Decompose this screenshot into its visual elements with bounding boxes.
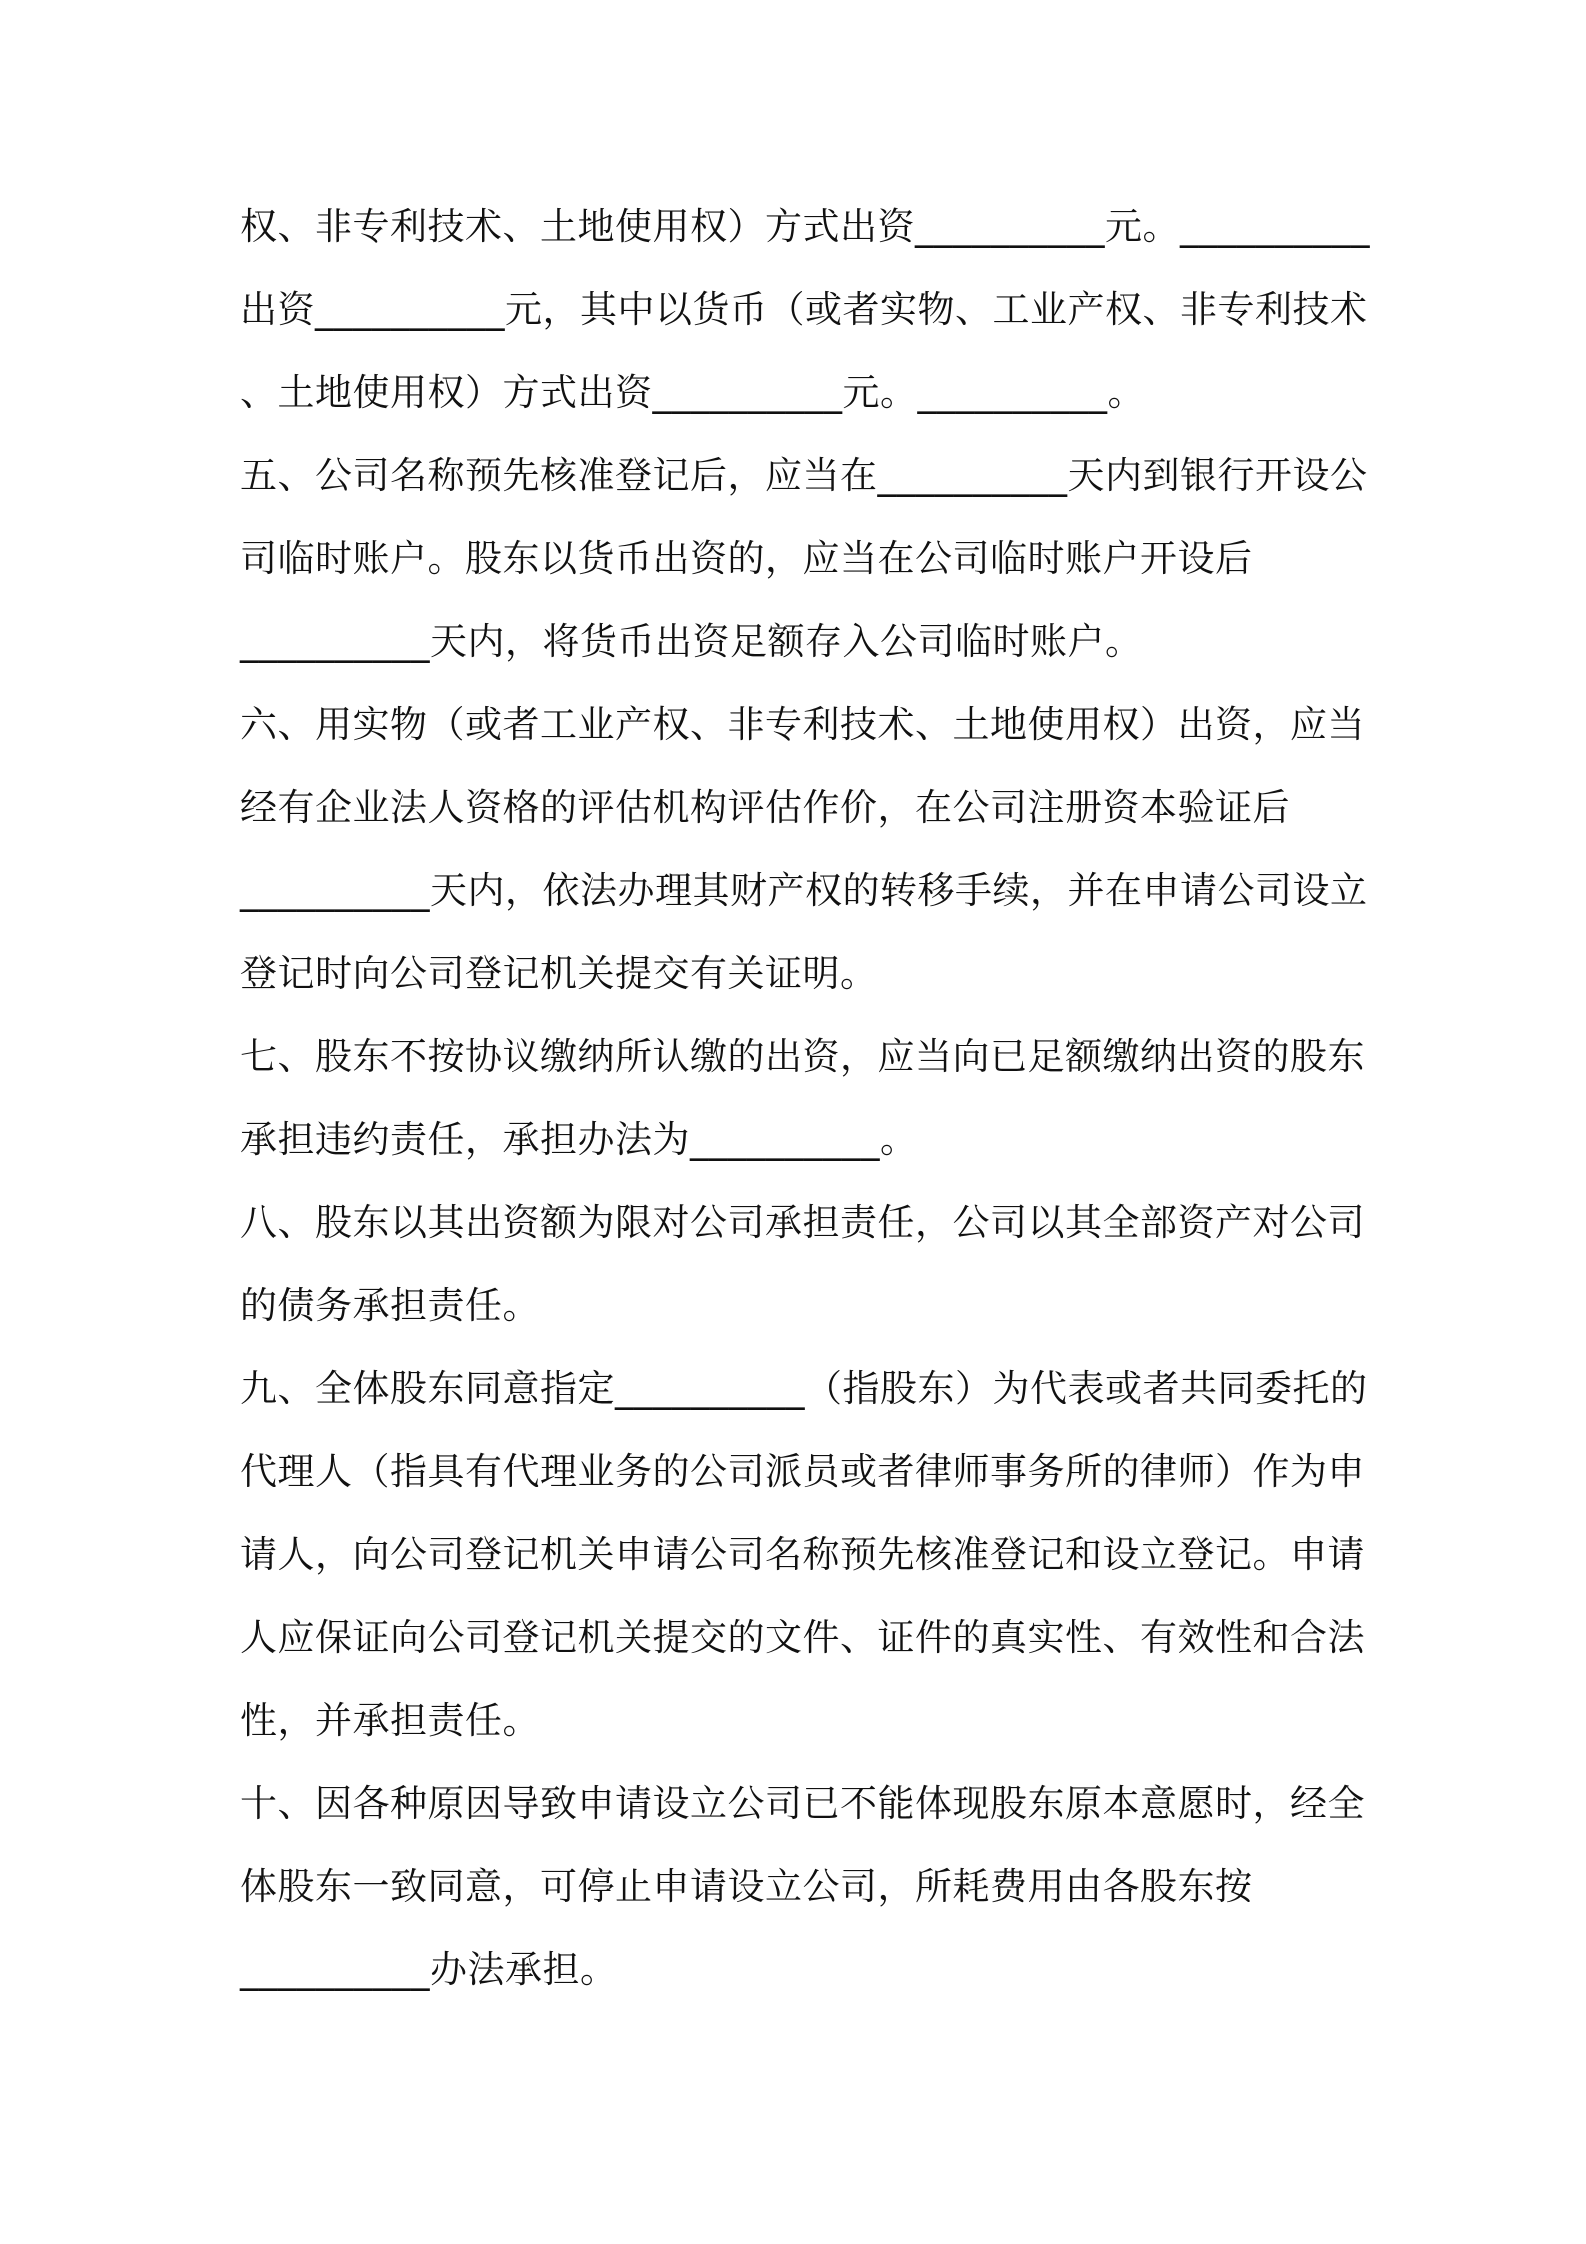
doc-line: 出资__________元，其中以货币（或者实物、工业产权、非专利技术 <box>240 288 1368 331</box>
doc-line: __________天内，依法办理其财产权的转移手续，并在申请公司设立 <box>240 869 1368 912</box>
doc-line: 权、非专利技术、土地使用权）方式出资__________元。__________ <box>240 205 1370 248</box>
doc-line: __________办法承担。 <box>240 1948 618 1991</box>
doc-line: 代理人（指具有代理业务的公司派员或者律师事务所的律师）作为申 <box>240 1450 1365 1493</box>
doc-line: 八、股东以其出资额为限对公司承担责任，公司以其全部资产对公司 <box>240 1201 1365 1244</box>
doc-line: 的债务承担责任。 <box>240 1284 540 1327</box>
doc-line: 性，并承担责任。 <box>240 1699 540 1742</box>
doc-line: 经有企业法人资格的评估机构评估作价，在公司注册资本验证后 <box>240 786 1290 829</box>
doc-line: 体股东一致同意，可停止申请设立公司，所耗费用由各股东按 <box>240 1865 1253 1908</box>
doc-line: 六、用实物（或者工业产权、非专利技术、土地使用权）出资，应当 <box>240 703 1365 746</box>
doc-line: 七、股东不按协议缴纳所认缴的出资，应当向已足额缴纳出资的股东 <box>240 1035 1365 1078</box>
doc-line: 、土地使用权）方式出资__________元。__________。 <box>240 371 1145 414</box>
doc-line: 承担违约责任，承担办法为__________。 <box>240 1118 918 1161</box>
doc-line: 十、因各种原因导致申请设立公司已不能体现股东原本意愿时，经全 <box>240 1782 1365 1825</box>
doc-line: 司临时账户。股东以货币出资的，应当在公司临时账户开设后 <box>240 537 1253 580</box>
doc-line: 人应保证向公司登记机关提交的文件、证件的真实性、有效性和合法 <box>240 1616 1365 1659</box>
doc-line: 请人，向公司登记机关申请公司名称预先核准登记和设立登记。申请 <box>240 1533 1365 1576</box>
doc-line: 五、公司名称预先核准登记后，应当在__________天内到银行开设公 <box>240 454 1368 497</box>
doc-line: 登记时向公司登记机关提交有关证明。 <box>240 952 878 995</box>
doc-line: __________天内，将货币出资足额存入公司临时账户。 <box>240 620 1143 663</box>
doc-line: 九、全体股东同意指定__________（指股东）为代表或者共同委托的 <box>240 1367 1368 1410</box>
